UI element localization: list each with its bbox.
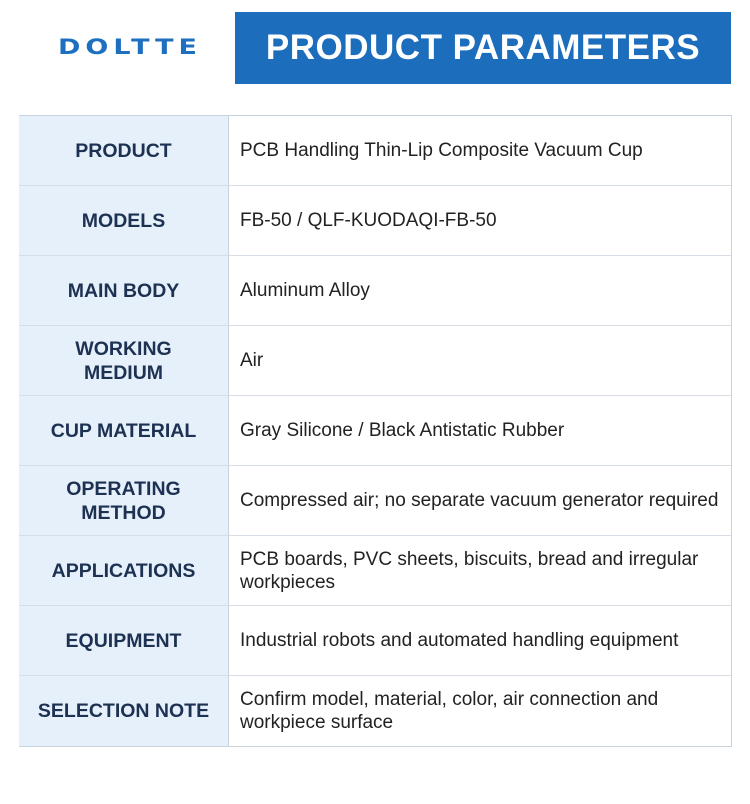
row-value-cell bbox=[229, 256, 731, 325]
row-value: Industrial robots and automated handling equipment bbox=[240, 630, 679, 651]
row-label-cell bbox=[19, 396, 229, 465]
row-value: PCB Handling Thin-Lip Composite Vacuum Cup bbox=[240, 140, 643, 161]
row-label: PRODUCT bbox=[75, 139, 172, 162]
table-row bbox=[19, 676, 731, 746]
row-label-cell bbox=[19, 606, 229, 675]
row-label-cell bbox=[19, 256, 229, 325]
parameters-table bbox=[19, 115, 732, 747]
page-title-banner bbox=[235, 12, 731, 84]
row-value: PCB boards, PVC sheets, biscuits, bread and irregular workpieces bbox=[240, 548, 699, 593]
row-label: APPLICATIONS bbox=[51, 559, 196, 582]
row-label-cell bbox=[19, 676, 229, 746]
row-value-cell bbox=[229, 186, 731, 255]
row-label-cell bbox=[19, 116, 229, 185]
row-label-cell bbox=[19, 466, 229, 535]
table-row bbox=[19, 466, 731, 536]
row-label-cell bbox=[19, 186, 229, 255]
row-value: Confirm model, material, color, air connection and workpiece surface bbox=[240, 689, 659, 733]
row-value-cell bbox=[229, 326, 731, 395]
brand-logo bbox=[58, 34, 200, 62]
table-row bbox=[19, 606, 731, 676]
row-label-cell bbox=[19, 326, 229, 395]
row-value-cell bbox=[229, 536, 731, 605]
row-value: Air bbox=[240, 350, 264, 371]
row-label: EQUIPMENT bbox=[65, 629, 182, 652]
row-value: FB-50 / QLF-KUODAQI-FB-50 bbox=[240, 210, 497, 231]
row-value: Gray Silicone / Black Antistatic Rubber bbox=[240, 420, 565, 441]
row-value: Aluminum Alloy bbox=[240, 280, 370, 301]
row-value-cell bbox=[229, 676, 731, 746]
table-row bbox=[19, 536, 731, 606]
row-label: OPERATING METHOD bbox=[66, 477, 181, 524]
row-value: Compressed air; no separate vacuum generator required bbox=[240, 490, 719, 511]
table-row bbox=[19, 116, 731, 186]
row-value-cell bbox=[229, 606, 731, 675]
row-value-cell bbox=[229, 466, 731, 535]
row-value-cell bbox=[229, 116, 731, 185]
table-row bbox=[19, 326, 731, 396]
row-label: CUP MATERIAL bbox=[50, 419, 197, 442]
row-label: SELECTION NOTE bbox=[37, 700, 210, 722]
brand-logo-text: DOLTTE bbox=[58, 35, 202, 60]
row-label: MAIN BODY bbox=[67, 279, 180, 302]
table-row bbox=[19, 256, 731, 326]
page-title: PRODUCT PARAMETERS bbox=[265, 28, 701, 67]
table-row bbox=[19, 396, 731, 466]
row-label: WORKING MEDIUM bbox=[75, 337, 172, 384]
row-value-cell bbox=[229, 396, 731, 465]
table-row bbox=[19, 186, 731, 256]
row-label: MODELS bbox=[81, 209, 166, 232]
row-label-cell bbox=[19, 536, 229, 605]
